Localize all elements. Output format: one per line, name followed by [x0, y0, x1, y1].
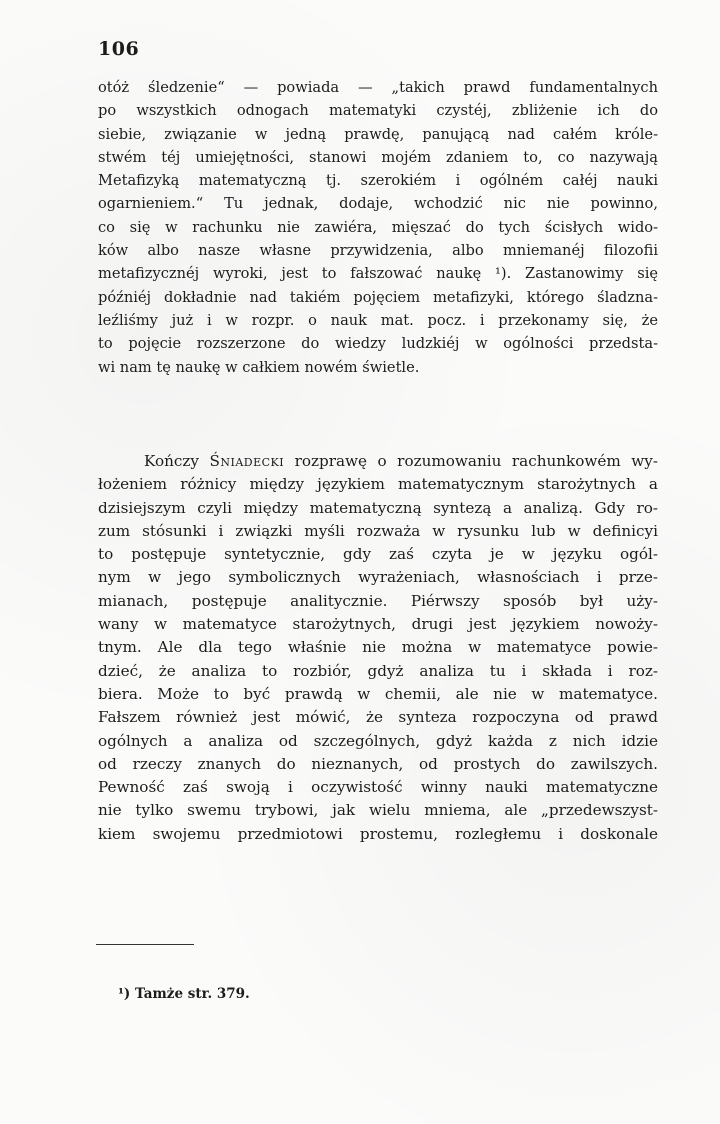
text-line: siebie, związanie w jedną prawdę, panującą nad całém króle- [98, 125, 658, 143]
text-line: Pewność zaś swoją i oczywistość winny nauki matematyczne [98, 778, 658, 797]
paragraph-1 [98, 76, 658, 379]
text-line: od rzeczy znanych do nieznanych, od prostych do zawilszych. [98, 754, 658, 773]
text-line: stwém téj umiejętności, stanowi mojém zdaniem to, co nazywają [98, 148, 658, 166]
footnote: ¹) Tamże str. 379. [118, 986, 250, 1002]
text-line: kiem swojemu przedmiotowi prostemu, rozległemu i doskonale [98, 824, 658, 843]
text-line: wany w matematyce starożytnych, drugi jest językiem nowoży- [98, 615, 658, 634]
text-line: tnym. Ale dla tego właśnie nie można w matematyce powie- [98, 638, 658, 657]
text-fragment: Kończy [144, 452, 210, 470]
text-line [98, 450, 658, 473]
author-name: Śniadecki [209, 452, 285, 470]
text-line: biera. Może to być prawdą w chemii, ale nie w matematyce. [98, 684, 658, 703]
text-line: po wszystkich odnogach matematyki czystéj, zbliżenie ich do [98, 102, 658, 120]
text-line: ogólnych a analiza od szczególnych, gdyż każda z nich idzie [98, 731, 658, 750]
text-line: metafizycznéj wyroki, jest to fałszować naukę ¹). Zastanowimy się [98, 265, 658, 283]
text-line: nym w jego symbolicznych wyrażeniach, własnościach i prze- [98, 568, 658, 587]
text-line: łożeniem różnicy między językiem matematycznym starożytnych a [98, 475, 658, 494]
text-line: ków albo nasze własne przywidzenia, albo mniemanéj filozofii [98, 242, 658, 260]
text-line: zum stósunki i związki myśli rozważa w rysunku lub w definicyi [98, 521, 658, 540]
text-fragment: rozprawę o rozumowaniu rachunkowém wy- [284, 452, 658, 470]
footnote-divider [96, 944, 194, 945]
text-line: Metafizyką matematyczną tj. szerokiém i ogólném całéj nauki [98, 172, 658, 190]
text-line: dzieć, że analiza to rozbiór, gdyż analiza tu i składa i roz- [98, 661, 658, 680]
text-line: otóż śledzenie“ — powiada — „takich prawd fundamentalnych [98, 79, 658, 96]
text-line: to postępuje syntetycznie, gdy zaś czyta je w języku ogól- [98, 545, 658, 564]
text-line: ogarnieniem.“ Tu jednak, dodaje, wchodzić nic nie powinno, [98, 195, 658, 213]
text-line: dzisiejszym czyli między matematyczną syntezą a analizą. Gdy ro- [98, 498, 658, 517]
text-line: co się w rachunku nie zawiéra, mięszać do tych ścisłych wido- [98, 218, 658, 236]
text-line: Fałszem również jest mówić, że synteza rozpoczyna od prawd [98, 708, 658, 727]
text-line: to pojęcie rozszerzone do wiedzy ludzkiéj w ogólności przedsta- [98, 335, 658, 353]
text-line: nie tylko swemu trybowi, jak wielu mniema, ale „przedewszyst- [98, 801, 658, 820]
text-line: wi nam tę naukę w całkiem nowém świetle. [98, 358, 420, 376]
text-line: leźliśmy już i w rozpr. o nauk mat. pocz. i przekonamy się, że [98, 311, 658, 329]
page-number: 106 [98, 38, 140, 60]
paragraph-2 [98, 450, 658, 846]
text-line: późniéj dokładnie nad takiém pojęciem metafizyki, którego śladzna- [98, 288, 658, 306]
text-line: mianach, postępuje analitycznie. Piérwszy sposób był uży- [98, 591, 658, 610]
